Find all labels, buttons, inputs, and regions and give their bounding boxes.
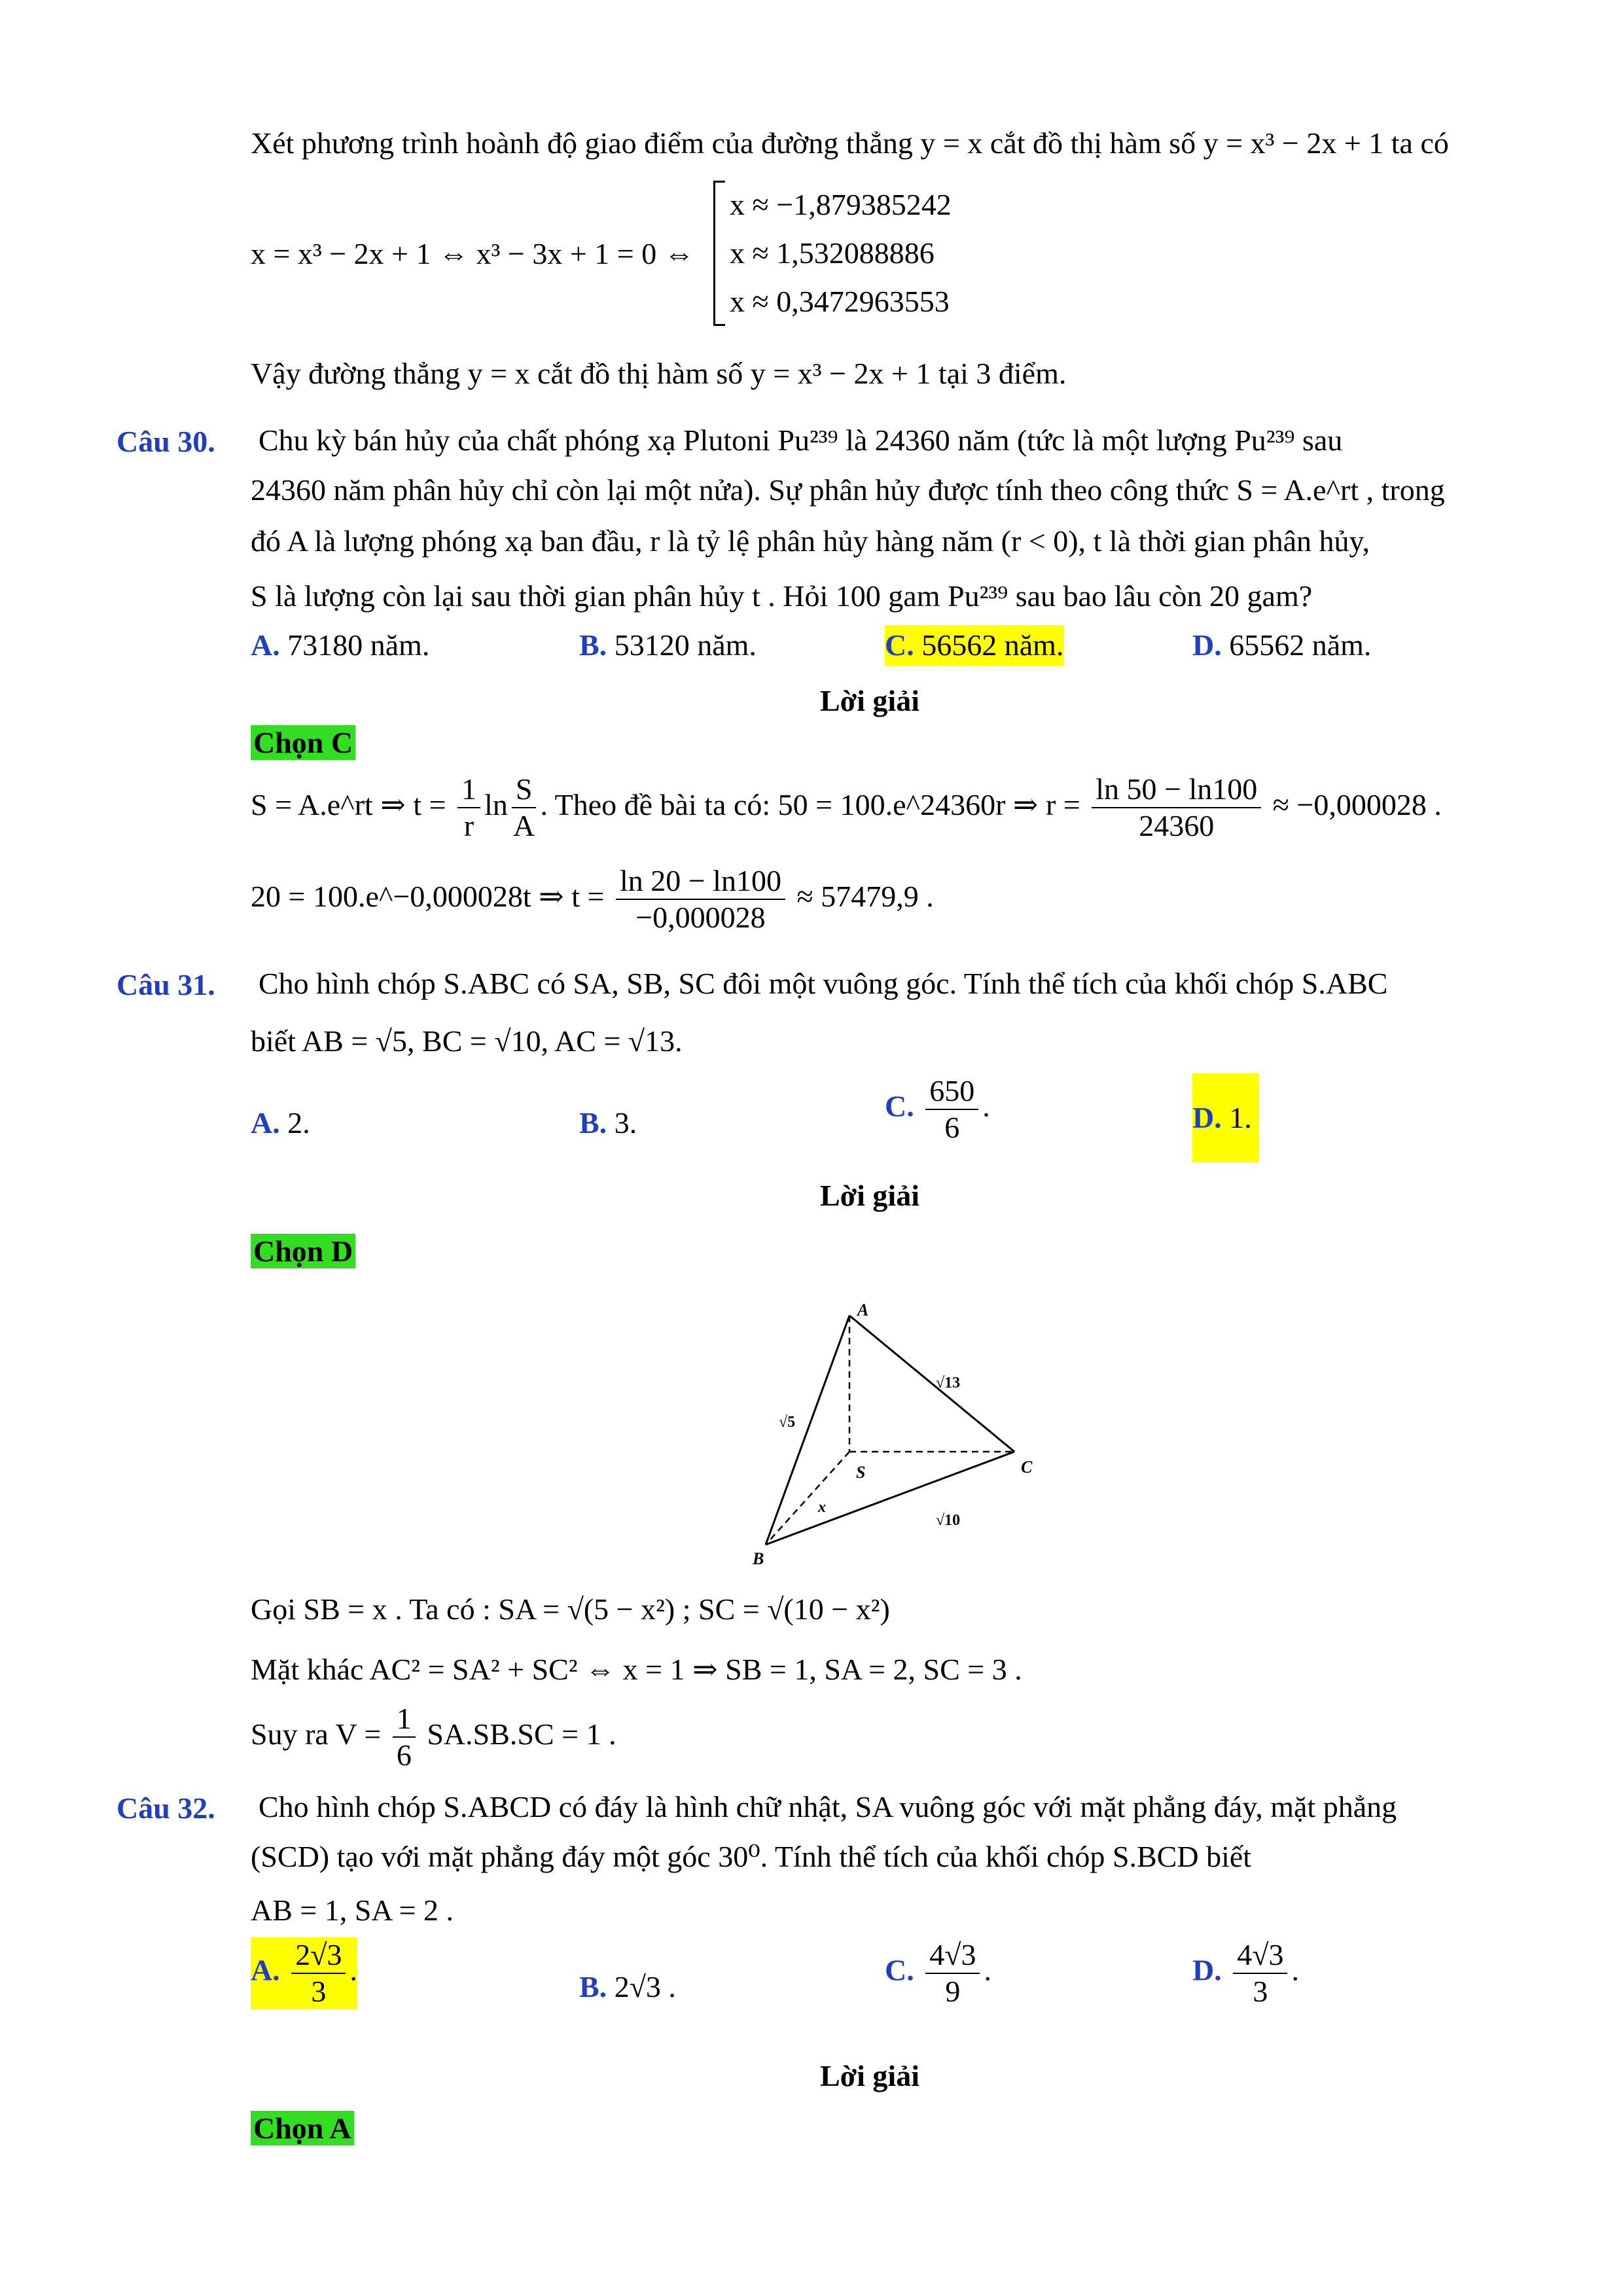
option-letter: D. xyxy=(1192,628,1222,662)
q31-option-a[interactable] xyxy=(251,1103,310,1143)
option-text: . xyxy=(982,1089,990,1123)
edge-ab-length: √5 xyxy=(779,1414,796,1431)
option-text: . xyxy=(1291,1953,1299,1987)
option-letter: A. xyxy=(251,1106,280,1139)
option-text: 2√3 . xyxy=(614,1970,676,2003)
q30-option-c[interactable] xyxy=(885,625,1063,666)
sol-text: Suy ra V = xyxy=(251,1717,382,1751)
option-fraction xyxy=(925,1073,978,1145)
denominator: −0,000028 xyxy=(635,901,766,935)
fraction-1-over-r xyxy=(457,772,480,844)
denominator: r xyxy=(463,809,474,843)
option-text: 53120 năm. xyxy=(614,628,757,662)
denominator: 6 xyxy=(396,1738,412,1772)
sol-text: SA.SB.SC = 1 . xyxy=(427,1717,616,1751)
denominator: 9 xyxy=(945,1975,961,2008)
q30-option-b[interactable] xyxy=(579,625,757,666)
edge-AC xyxy=(849,1316,1014,1452)
denominator: 6 xyxy=(944,1111,960,1144)
numerator: 4√3 xyxy=(1233,1937,1287,1974)
q32-option-d[interactable] xyxy=(1192,1937,1299,2009)
edge-SB xyxy=(766,1452,849,1545)
q30-solution-line-2 xyxy=(251,857,934,936)
edge-BC xyxy=(766,1452,1014,1545)
equation-left: x = x³ − 2x + 1 ⇔ x³ − 3x + 1 = 0 ⇔ xyxy=(251,237,694,270)
vertex-c-label: C xyxy=(1021,1458,1033,1477)
q30-line-3: đó A là lượng phóng xạ ban đầu, r là tỷ lệ phân hủy hàng năm (r < 0), t là thời gian phân hủy, xyxy=(251,524,1370,558)
denominator: 3 xyxy=(1253,1975,1268,2008)
option-letter: B. xyxy=(579,1970,607,2003)
q31-solution-line-3 xyxy=(251,1695,616,1774)
sol-text: . Theo đề bài ta có: 50 = 100.e^24360r ⇒ r = xyxy=(540,788,1080,821)
option-letter: A. xyxy=(251,628,280,662)
numerator: 1 xyxy=(393,1701,416,1738)
intro-line: Xét phương trình hoành độ giao điểm của đường thẳng y = x cắt đồ thị hàm số y = x³ − 2x + 1 ta có xyxy=(251,126,1449,160)
q30-solution-heading: Lời giải xyxy=(820,684,919,717)
q31-line-1: Cho hình chóp S.ABC có SA, SB, SC đôi một vuông góc. Tính thể tích của khối chóp S.ABC xyxy=(259,967,1388,1000)
option-text: 3. xyxy=(614,1106,637,1139)
option-text: 1. xyxy=(1229,1101,1252,1134)
option-text: . xyxy=(984,1953,991,1987)
q32-choice: Chọn A xyxy=(251,2111,354,2145)
vertex-b-label: B xyxy=(753,1549,764,1568)
roots-system xyxy=(713,181,952,326)
edge-bc-length: √10 xyxy=(936,1512,961,1529)
q31-choice: Chọn D xyxy=(251,1234,355,1268)
option-text: 65562 năm. xyxy=(1229,628,1372,662)
q30-option-d[interactable] xyxy=(1192,625,1371,666)
q30-option-a[interactable] xyxy=(251,625,429,666)
option-letter: C. xyxy=(885,1953,914,1987)
root-1: x ≈ −1,879385242 xyxy=(730,188,952,221)
option-letter: D. xyxy=(1192,1101,1222,1134)
fraction-one-sixth xyxy=(393,1701,416,1773)
q30-choice: Chọn C xyxy=(251,725,355,760)
sol-text: 20 = 100.e^−0,000028t ⇒ t = xyxy=(251,880,605,913)
numerator: 1 xyxy=(457,772,480,808)
q32-line-1: Cho hình chóp S.ABCD có đáy là hình chữ nhật, SA vuông góc với mặt phẳng đáy, mặt phẳng xyxy=(259,1790,1397,1823)
option-letter: B. xyxy=(579,628,607,662)
option-letter: D. xyxy=(1192,1953,1222,1987)
numerator: ln 50 − ln100 xyxy=(1092,772,1261,808)
denominator: 24360 xyxy=(1139,809,1215,843)
numerator: 4√3 xyxy=(925,1937,980,1974)
option-text: 56562 năm. xyxy=(921,628,1064,662)
root-2: x ≈ 1,532088886 xyxy=(730,236,935,270)
question-31-label: Câu 31. xyxy=(116,968,215,1001)
q30-line-2: 24360 năm phân hủy chỉ còn lại một nửa). Sự phân hủy được tính theo công thức S = A.e^rt , trong xyxy=(251,473,1445,507)
q32-option-b[interactable] xyxy=(579,1967,676,2007)
numerator: S xyxy=(512,772,537,808)
fraction-s-over-a xyxy=(512,772,537,844)
q32-solution-heading: Lời giải xyxy=(820,2059,919,2092)
q31-solution-line-2: Mặt khác AC² = SA² + SC² ⇔ x = 1 ⇒ SB = 1, SA = 2, SC = 3 . xyxy=(251,1653,1022,1686)
q30-line-1: Chu kỳ bán hủy của chất phóng xạ Plutoni Pu²³⁹ là 24360 năm (tức là một lượng Pu²³⁹ sau xyxy=(259,423,1343,457)
numerator: 2√3 xyxy=(291,1937,346,1974)
sol-text: ≈ −0,000028 . xyxy=(1272,788,1442,821)
sol-text: S = A.e^rt ⇒ t = xyxy=(251,788,446,821)
q31-solution-heading: Lời giải xyxy=(820,1179,919,1212)
vertex-s-label: S xyxy=(856,1463,866,1482)
option-text: 2. xyxy=(287,1106,310,1139)
option-letter: B. xyxy=(579,1106,607,1139)
ln-text: ln xyxy=(484,788,508,821)
conclusion-line: Vậy đường thẳng y = x cắt đồ thị hàm số y = x³ − 2x + 1 tại 3 điểm. xyxy=(251,357,1067,390)
edge-x-label: x xyxy=(818,1499,826,1516)
denominator: 3 xyxy=(311,1975,327,2008)
denominator: A xyxy=(513,809,535,843)
q31-line-2: biết AB = √5, BC = √10, AC = √13. xyxy=(251,1024,683,1058)
option-letter: C. xyxy=(885,628,914,662)
q30-line-4: S là lượng còn lại sau thời gian phân hủy t . Hỏi 100 gam Pu²³⁹ sau bao lâu còn 20 gam? xyxy=(251,579,1313,613)
option-letter: C. xyxy=(885,1089,914,1123)
q31-option-d[interactable] xyxy=(1192,1073,1258,1162)
option-text: 73180 năm. xyxy=(287,628,430,662)
edge-ac-length: √13 xyxy=(936,1374,961,1391)
vertex-a-label: A xyxy=(857,1300,869,1319)
sol-text: ≈ 57479,9 . xyxy=(796,880,934,913)
q32-option-c[interactable] xyxy=(885,1937,991,2009)
option-fraction xyxy=(1233,1937,1287,2009)
q31-option-c[interactable] xyxy=(885,1073,990,1145)
option-fraction xyxy=(291,1937,346,2009)
option-fraction xyxy=(925,1937,980,2009)
root-3: x ≈ 0,3472963553 xyxy=(730,285,950,318)
option-letter: A. xyxy=(251,1953,280,1987)
fraction-t-value xyxy=(616,863,785,935)
q32-line-3: AB = 1, SA = 2 . xyxy=(251,1893,454,1927)
fraction-r-value xyxy=(1092,772,1261,844)
q32-option-a[interactable] xyxy=(251,1937,357,2009)
numerator: ln 20 − ln100 xyxy=(616,863,785,900)
q31-solution-line-1: Gọi SB = x . Ta có : SA = √(5 − x²) ; SC = √(10 − x²) xyxy=(251,1592,890,1626)
q31-option-b[interactable] xyxy=(579,1103,637,1143)
pyramid-figure xyxy=(740,1296,1067,1571)
option-text: . xyxy=(349,1953,357,1987)
question-30-label: Câu 30. xyxy=(116,425,215,458)
numerator: 650 xyxy=(925,1073,978,1110)
q30-solution-line-1 xyxy=(251,766,1442,844)
q32-line-2: (SCD) tạo với mặt phẳng đáy một góc 30⁰. Tính thể tích của khối chóp S.BCD biết xyxy=(251,1840,1252,1873)
question-32-label: Câu 32. xyxy=(116,1791,215,1825)
